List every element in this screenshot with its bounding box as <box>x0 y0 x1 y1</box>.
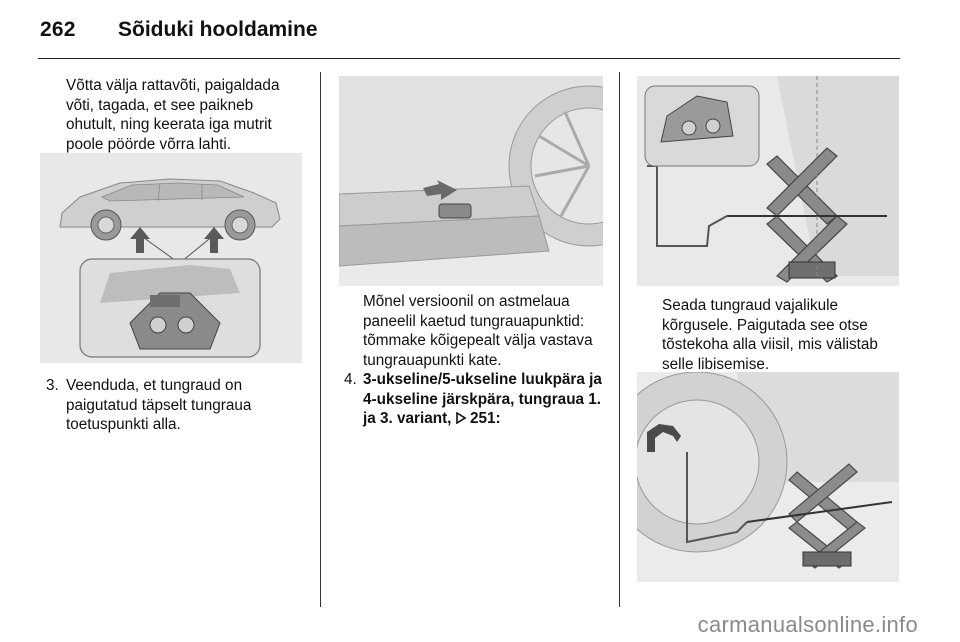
text-line: ohutult, ning keerata iga mutrit <box>66 116 272 133</box>
reference-arrow-icon[interactable] <box>456 409 466 429</box>
text-line <box>363 409 617 429</box>
text-line: 3-ukseline/5-ukseline luukpära ja <box>363 371 602 388</box>
step-4-last-line: ja 3. variant, <box>363 410 452 427</box>
jack-raising-illustration <box>637 372 899 582</box>
text-line: Võtta välja rattavõti, paigaldada <box>66 77 280 94</box>
step-4-text <box>363 370 617 429</box>
page-number: 262 <box>40 18 76 41</box>
step-3-number: 3. <box>46 377 59 394</box>
text-line: paigutatud täpselt tungraua <box>66 396 252 414</box>
text-line: 4-ukseline järskpära, tungraua 1. <box>363 390 602 408</box>
text-line: Seada tungraud vajalikule <box>662 297 839 314</box>
figure-car-jack-points <box>40 153 302 363</box>
text-line: selle libisemise. <box>662 355 770 373</box>
reference-page-link[interactable]: 251: <box>469 410 501 427</box>
intro-paragraph <box>66 76 318 154</box>
column-divider-left <box>320 72 321 607</box>
step-4-number: 4. <box>344 371 357 388</box>
text-line: poole pöörde võrra lahti. <box>66 135 231 153</box>
column-divider-right <box>619 72 620 607</box>
text-line: Veenduda, et tungraud on <box>66 377 243 394</box>
page-title: Sõiduki hooldamine <box>118 18 318 41</box>
text-line: tõmmake kõigepealt välja vastava <box>363 332 593 349</box>
text-line: Mõnel versioonil on astmelaua <box>363 293 570 310</box>
text-line: tõstekoha alla viisil, mis välistab <box>662 336 878 353</box>
figure-jack-under-car <box>637 76 899 286</box>
figure-rocker-panel-cover <box>339 76 603 286</box>
text-line: paneelil kaetud tungrauapunktid: <box>363 312 585 330</box>
text-line: kõrgusele. Paigutada see otse <box>662 316 868 334</box>
text-line: võti, tagada, et see paikneb <box>66 96 254 114</box>
watermark: carmanualsonline.info <box>697 612 918 637</box>
note-paragraph <box>363 292 617 370</box>
header-rule <box>38 58 900 59</box>
text-line: tungrauapunkti kate. <box>363 351 502 369</box>
col3-paragraph <box>662 296 898 374</box>
rocker-panel-illustration <box>339 76 603 286</box>
car-side-illustration <box>40 153 302 363</box>
step-3-text <box>66 376 318 435</box>
figure-jack-raising <box>637 372 899 582</box>
text-line: toetuspunkti alla. <box>66 416 181 433</box>
jack-placement-illustration <box>637 76 899 286</box>
